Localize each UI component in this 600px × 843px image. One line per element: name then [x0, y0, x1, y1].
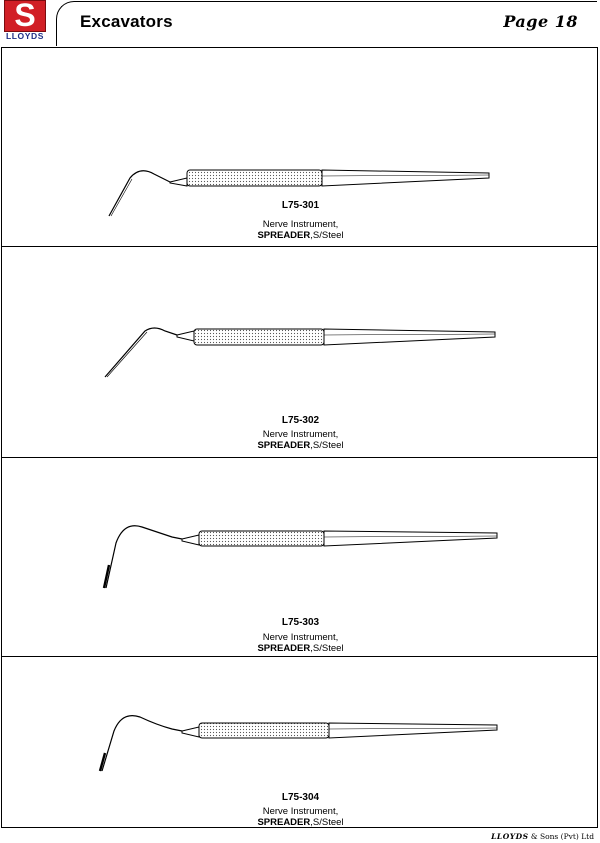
footer-company [491, 832, 594, 841]
product-panel-2 [1, 246, 598, 458]
instrument-type: SPREADER [257, 230, 311, 241]
product-panel-4 [1, 656, 598, 828]
product-description [2, 219, 599, 241]
logo-wordmark: LLOYDS [5, 31, 45, 41]
product-code: L75-301 [281, 200, 320, 211]
description-line: Nerve Instrument, [262, 806, 339, 817]
description-material [2, 817, 599, 828]
product-code: L75-302 [281, 415, 320, 426]
description-line: Nerve Instrument, [262, 219, 339, 230]
product-description [2, 429, 599, 451]
page-number: Page 18 [503, 12, 578, 31]
footer-brand: LLOYDS [491, 832, 529, 841]
product-description [2, 632, 599, 654]
description-line: Nerve Instrument, [262, 632, 339, 643]
lloyds-logo [2, 0, 48, 42]
material: ,S/Steel [310, 643, 344, 654]
product-panel-3 [1, 457, 598, 657]
description-material [2, 440, 599, 451]
instrument-illustration-3 [2, 513, 599, 603]
instrument-type: SPREADER [257, 643, 311, 654]
material: ,S/Steel [310, 440, 344, 451]
material: ,S/Steel [310, 230, 344, 241]
logo-letter: S [14, 0, 36, 33]
footer-suffix: & Sons (Pvt) Ltd [528, 832, 594, 841]
logo-badge [4, 0, 46, 32]
product-code: L75-303 [281, 617, 320, 628]
product-panel-1 [1, 47, 598, 247]
product-description [2, 806, 599, 828]
description-line: Nerve Instrument, [262, 429, 339, 440]
product-code: L75-304 [281, 792, 320, 803]
instrument-type: SPREADER [257, 440, 311, 451]
description-material [2, 230, 599, 241]
instrument-illustration-4 [2, 707, 599, 782]
page-title: Excavators [80, 12, 173, 31]
material: ,S/Steel [310, 817, 344, 828]
description-material [2, 643, 599, 654]
instrument-type: SPREADER [257, 817, 311, 828]
